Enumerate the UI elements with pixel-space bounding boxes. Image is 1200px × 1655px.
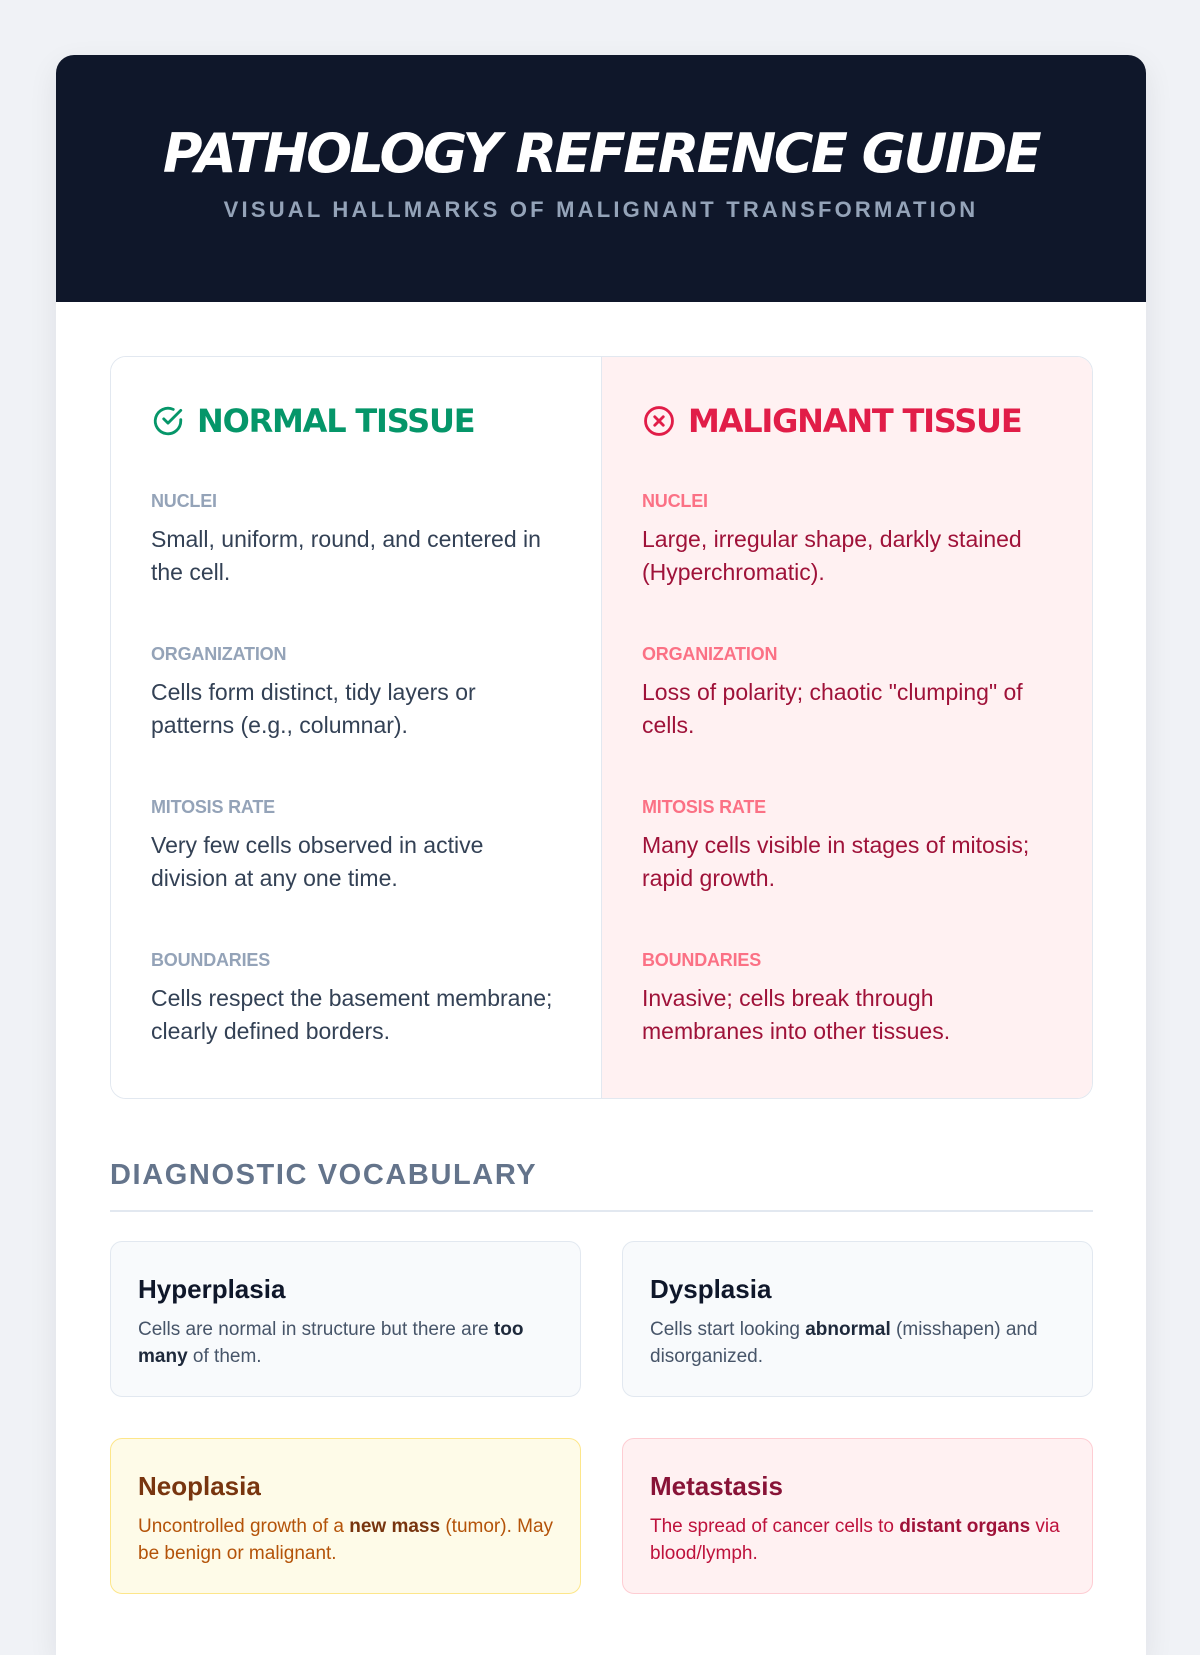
vocab-definition: Uncontrolled growth of a new mass (tumor). May be benign or malignant. bbox=[138, 1516, 554, 1564]
vocab-term: Neoplasia bbox=[138, 1471, 261, 1501]
feature-boundaries bbox=[151, 948, 561, 1099]
vocab-term: Metastasis bbox=[650, 1471, 783, 1501]
feature-label: BOUNDARIES bbox=[151, 950, 271, 970]
vocab-card-neoplasia bbox=[110, 1438, 581, 1594]
feature-label: ORGANIZATION bbox=[642, 644, 778, 664]
vocab-card-metastasis bbox=[622, 1438, 1093, 1594]
header-banner bbox=[56, 55, 1146, 302]
vocab-term: Dysplasia bbox=[650, 1274, 772, 1304]
feature-mitosis-rate bbox=[151, 795, 561, 948]
feature-nuclei bbox=[151, 489, 561, 642]
feature-boundaries bbox=[642, 948, 1052, 1099]
malignant-tissue-header bbox=[642, 401, 1052, 441]
malignant-tissue-title: MALIGNANT TISSUE bbox=[688, 402, 1022, 440]
feature-text: Invasive; cells break through membranes into other tissues. bbox=[642, 985, 951, 1044]
feature-organization bbox=[642, 642, 1052, 795]
malignant-tissue-column bbox=[602, 357, 1092, 1098]
normal-tissue-column bbox=[111, 357, 602, 1098]
feature-text: Very few cells observed in active division at any one time. bbox=[151, 832, 484, 891]
feature-text: Cells respect the basement membrane; clearly defined borders. bbox=[151, 985, 553, 1044]
feature-nuclei bbox=[642, 489, 1052, 642]
vocab-card-hyperplasia bbox=[110, 1241, 581, 1397]
feature-text: Cells form distinct, tidy layers or patterns (e.g., columnar). bbox=[151, 679, 476, 738]
normal-tissue-header bbox=[151, 401, 561, 441]
vocabulary-heading: DIAGNOSTIC VOCABULARY bbox=[110, 1159, 1093, 1212]
feature-label: MITOSIS RATE bbox=[642, 797, 766, 817]
vocab-definition: Cells are normal in structure but there are too many of them. bbox=[138, 1319, 524, 1367]
feature-label: NUCLEI bbox=[642, 491, 708, 511]
feature-label: NUCLEI bbox=[151, 491, 217, 511]
check-circle-icon bbox=[151, 404, 185, 438]
feature-label: BOUNDARIES bbox=[642, 950, 762, 970]
feature-text: Small, uniform, round, and centered in the cell. bbox=[151, 526, 541, 585]
tissue-comparison bbox=[110, 356, 1093, 1099]
vocab-definition: The spread of cancer cells to distant organs via blood/lymph. bbox=[650, 1516, 1060, 1564]
normal-tissue-title: NORMAL TISSUE bbox=[197, 402, 475, 440]
feature-text: Large, irregular shape, darkly stained (Hyperchromatic). bbox=[642, 526, 1022, 585]
vocab-term: Hyperplasia bbox=[138, 1274, 286, 1304]
page-title: PATHOLOGY REFERENCE GUIDE bbox=[162, 122, 1040, 185]
feature-mitosis-rate bbox=[642, 795, 1052, 948]
feature-label: ORGANIZATION bbox=[151, 644, 287, 664]
feature-text: Many cells visible in stages of mitosis; rapid growth. bbox=[642, 832, 1030, 891]
page-subtitle: VISUAL HALLMARKS OF MALIGNANT TRANSFORMATION bbox=[223, 197, 979, 222]
vocab-definition: Cells start looking abnormal (misshapen) and disorganized. bbox=[650, 1319, 1038, 1367]
feature-text: Loss of polarity; chaotic "clumping" of cells. bbox=[642, 679, 1023, 738]
reference-card bbox=[56, 55, 1146, 1655]
feature-label: MITOSIS RATE bbox=[151, 797, 275, 817]
feature-organization bbox=[151, 642, 561, 795]
vocab-card-dysplasia bbox=[622, 1241, 1093, 1397]
x-circle-icon bbox=[642, 404, 676, 438]
